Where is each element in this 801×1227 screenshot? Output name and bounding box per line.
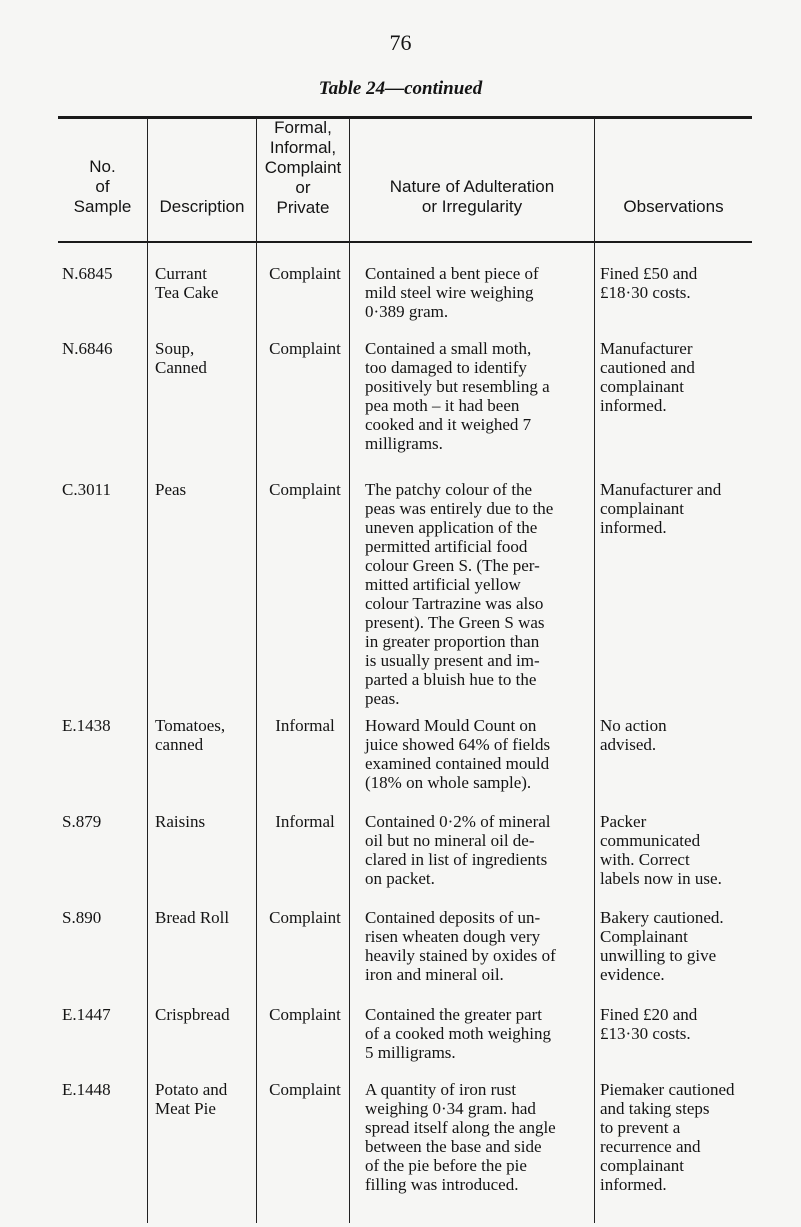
header-nature: Nature of Adulteration or Irregularity xyxy=(389,177,555,216)
sample-type: Complaint xyxy=(269,264,341,283)
sample-description: Soup, Canned xyxy=(155,339,207,377)
page-number: 76 xyxy=(389,30,412,55)
header-sample-number: No. of Sample xyxy=(73,157,132,216)
sample-type: Complaint xyxy=(269,339,341,358)
sample-number: E.1447 xyxy=(62,1005,111,1024)
observations: Fined £50 and £18·30 costs. xyxy=(600,264,698,302)
column-divider xyxy=(349,118,350,1223)
sample-description: Crispbread xyxy=(155,1005,230,1024)
sample-description: Peas xyxy=(155,480,187,499)
sample-type: Complaint xyxy=(269,480,341,499)
sample-description: Currant Tea Cake xyxy=(155,264,219,302)
adulteration-nature: Contained 0·2% of mineral oil but no mineral oil de- clared in list of ingredients on packet. xyxy=(365,812,551,888)
header-bottom-rule xyxy=(58,241,752,243)
observations: Manufacturer and complainant informed. xyxy=(600,480,722,537)
adulteration-nature: Contained deposits of un- risen wheaten dough very heavily stained by oxides of iron and mineral oil. xyxy=(365,908,556,984)
observations: Manufacturer cautioned and complainant informed. xyxy=(600,339,695,415)
sample-number: N.6845 xyxy=(62,264,113,283)
sample-type: Complaint xyxy=(269,1080,341,1099)
sample-description: Potato and Meat Pie xyxy=(155,1080,228,1118)
observations: Piemaker cautioned and taking steps to prevent a recurrence and complainant informed. xyxy=(600,1080,735,1194)
observations: Fined £20 and £13·30 costs. xyxy=(600,1005,698,1043)
adulteration-nature: Contained the greater part of a cooked moth weighing 5 milligrams. xyxy=(365,1005,552,1062)
adulteration-nature: The patchy colour of the peas was entirely due to the uneven application of the permitted artificial food colour Green S. (The per- mitted artificial yellow colour Tartrazine was also present). The Green S was in greater proportion than is usually present and im- parted a bluish hue to the peas. xyxy=(365,480,554,708)
sample-type: Complaint xyxy=(269,908,341,927)
sample-number: S.890 xyxy=(62,908,102,927)
adulteration-nature: Howard Mould Count on juice showed 64% of fields examined contained mould (18% on whole sample). xyxy=(365,716,551,792)
sample-number: E.1438 xyxy=(62,716,111,735)
adulteration-nature: Contained a bent piece of mild steel wire weighing 0·389 gram. xyxy=(365,264,539,321)
observations: Packer communicated with. Correct labels now in use. xyxy=(600,812,722,888)
column-divider xyxy=(256,118,257,1223)
table-title: Table 24—continued xyxy=(318,78,483,99)
adulteration-nature: Contained a small moth, too damaged to identify positively but resembling a pea moth – it had been cooked and it weighed 7 milligrams. xyxy=(365,339,550,453)
sample-description: Tomatoes, canned xyxy=(155,716,226,754)
header-sample-type: Formal, Informal, Complaint or Private xyxy=(264,118,342,217)
sample-description: Raisins xyxy=(155,812,206,831)
sample-number: N.6846 xyxy=(62,339,113,358)
sample-number: C.3011 xyxy=(62,480,111,499)
sample-type: Informal xyxy=(275,812,335,831)
sample-number: S.879 xyxy=(62,812,102,831)
sample-description: Bread Roll xyxy=(155,908,230,927)
adulteration-nature: A quantity of iron rust weighing 0·34 gram. had spread itself along the angle between the base and side of the pie before the pie filling was introduced. xyxy=(365,1080,556,1194)
header-description: Description xyxy=(159,197,245,216)
observations: No action advised. xyxy=(600,716,667,754)
sample-number: E.1448 xyxy=(62,1080,111,1099)
sample-type: Informal xyxy=(275,716,335,735)
observations: Bakery cautioned. Complainant unwilling to give evidence. xyxy=(600,908,724,984)
sample-type: Complaint xyxy=(269,1005,341,1024)
header-observations: Observations xyxy=(623,197,724,216)
column-divider xyxy=(147,118,148,1223)
